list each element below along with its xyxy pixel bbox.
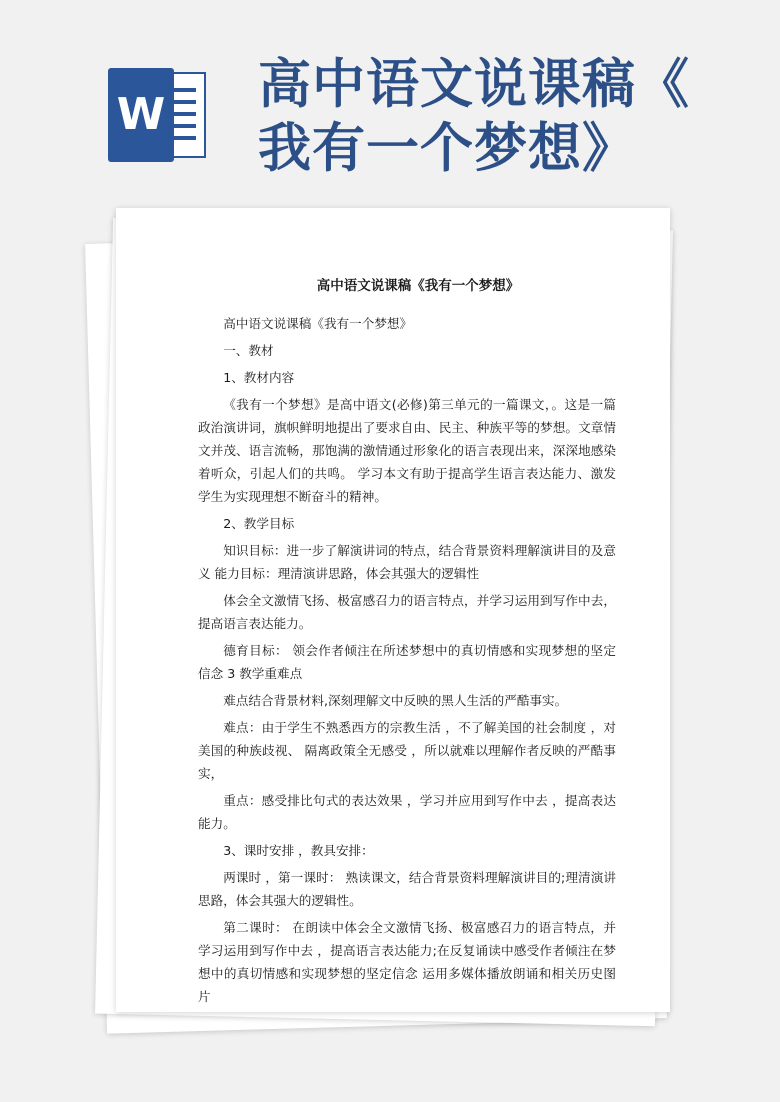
document-body bbox=[198, 268, 616, 1012]
document-title: 高中语文说课稿《我有一个梦想》 bbox=[316, 278, 520, 294]
paragraph: 两课时 ，第一课时： 熟读课文，结合背景资料理解演讲目的;理清演讲思路，体会其强大的逻辑性。 bbox=[198, 870, 616, 908]
paragraph: 难点结合背景材料,深刻理解文中反映的黑人生活的严酷事实。 bbox=[223, 693, 568, 708]
banner-title-line1: 高中语文说课稿《 bbox=[258, 53, 690, 115]
banner-title bbox=[258, 52, 768, 180]
banner-title-line2: 我有一个梦想》 bbox=[258, 117, 636, 179]
paragraph: 德育目标： 领会作者倾注在所述梦想中的真切情感和实现梦想的坚定信念 3 教学重难点 bbox=[198, 643, 616, 681]
paragraph: 第二课时： 在朗读中体会全文激情飞扬、极富感召力的语言特点，并学习运用到写作中去 ，提高语言表达能力;在反复诵读中感受作者倾注在梦想中的真切情感和实现梦想的坚定信念 运用多媒体播放朗诵和相关历史图片 bbox=[198, 920, 616, 1004]
paragraph: 高中语文说课稿《我有一个梦想》 bbox=[223, 316, 413, 331]
word-icon bbox=[108, 68, 208, 162]
word-letter-badge: W bbox=[108, 68, 174, 162]
subsection-heading: 2、教学目标 bbox=[223, 516, 295, 531]
paragraph: 重点：感受排比句式的表达效果 ，学习并应用到写作中去 ，提高表达能力。 bbox=[198, 793, 616, 831]
section-heading: 一、教材 bbox=[223, 343, 274, 358]
paragraph: 体会全文激情飞扬、极富感召力的语言特点，并学习运用到写作中去，提高语言表达能力。 bbox=[198, 593, 616, 631]
subsection-heading: 1、教材内容 bbox=[223, 370, 295, 385]
paragraph: 难点：由于学生不熟悉西方的宗教生活 ，不了解美国的社会制度 ，对美国的种族歧视、 隔离政策全无感受 ，所以就难以理解作者反映的严酷事实， bbox=[198, 720, 616, 781]
subsection-heading: 3、课时安排 ，教具安排： bbox=[223, 843, 374, 858]
paragraph: 知识目标：进一步了解演讲词的特点，结合背景资料理解演讲目的及意义 能力目标：理清演讲思路，体会其强大的逻辑性 bbox=[198, 543, 616, 581]
paragraph: 《我有一个梦想》是高中语文(必修)第三单元的一篇课文，。这是一篇政治演讲词，旗帜鲜明地提出了要求自由、民主、种族平等的梦想。文章情文并茂、语言流畅，那饱满的激情通过形象化的语言表现出来，深深地感染着听众，引起人们的共鸣。 学习本文有助于提高学生语言表达能力、激发学生为实现理想不断奋斗的精神。 bbox=[198, 397, 616, 504]
